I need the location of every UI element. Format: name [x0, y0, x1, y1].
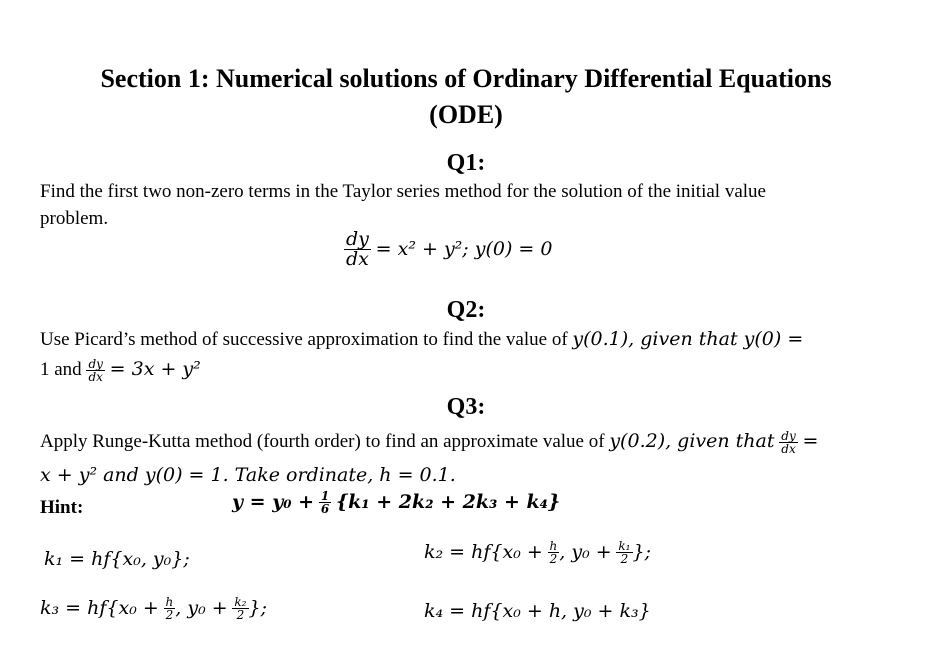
k2-fraction-h [548, 540, 560, 565]
hint-lhs: y = y₀ + [232, 491, 315, 514]
q2-heading: Q2: [446, 297, 486, 323]
hint-rhs: {k₁ + 2k₂ + 2k₃ + k₄} [335, 491, 561, 514]
formula-k2 [424, 538, 651, 566]
q1-text-line1: Find the first two non-zero terms in the Taylor series method for the solution of the initial value [40, 181, 766, 202]
formula-k3 [40, 594, 267, 622]
q3-line1-end: = [802, 430, 819, 452]
q2-frac-den: dx [88, 370, 103, 385]
q3-heading: Q3: [446, 394, 486, 420]
k4-text: k₄ = hf{x₀ + h, y₀ + k₃} [424, 600, 651, 622]
hint-label: Hint: [40, 497, 84, 518]
q2-line2-text: 1 and [40, 359, 87, 380]
q2-frac-num: dy [88, 357, 103, 372]
q1-frac-den: dx [346, 248, 369, 270]
k3-part-c: }; [248, 597, 267, 620]
q3-frac-num: dy [781, 429, 796, 444]
section-title-line1: Section 1: Numerical solutions of Ordinary Differential Equations [100, 64, 832, 93]
q3-line2 [40, 462, 456, 489]
k1-text: k₁ = hf{x₀, y₀}; [44, 548, 190, 570]
q1-eq-rhs: = x² + y²; y(0) = 0 [375, 238, 553, 260]
k2-f2-den: 2 [620, 552, 629, 567]
hint-fraction [319, 490, 331, 515]
k3-part-b: , y₀ + [175, 597, 228, 620]
q2-line1 [40, 326, 803, 353]
k3-part-a: k₃ = hf{x₀ + [40, 597, 159, 620]
q2-derivative-fraction [86, 358, 104, 383]
q2-line1-math: y(0.1), given that y(0) = [572, 328, 804, 350]
q2-line1-text: Use Picard’s method of successive approximation to find the value of [40, 329, 573, 350]
formula-k4 [424, 598, 651, 625]
q2-line2 [40, 356, 201, 383]
q3-line1-text: Apply Runge-Kutta method (fourth order) to find an approximate value of [40, 431, 610, 452]
k3-f1-den: 2 [165, 608, 174, 623]
q1-text-line2: problem. [40, 208, 109, 229]
q1-derivative-fraction [344, 230, 371, 269]
k2-part-b: , y₀ + [559, 541, 612, 564]
q3-line2-math: x + y² and y(0) = 1. Take ordinate, h = 0.1. [40, 464, 456, 486]
k3-f1-num: h [165, 595, 174, 610]
k3-fraction-h [164, 596, 176, 621]
q2-line2-math: = 3x + y² [109, 358, 201, 380]
section-title-line2: (ODE) [429, 100, 503, 129]
q1-frac-num: dy [346, 228, 369, 250]
q3-line1 [40, 428, 818, 455]
hint-frac-den: 6 [320, 502, 330, 517]
q1-heading: Q1: [446, 150, 486, 176]
q1-equation [344, 230, 552, 269]
q3-line1-math: y(0.2), given that [609, 430, 775, 452]
q3-derivative-fraction [779, 430, 797, 455]
k2-f2-num: k₁ [618, 539, 631, 554]
q3-frac-den: dx [781, 442, 796, 457]
k3-f2-den: 2 [236, 608, 245, 623]
k3-fraction-k [232, 596, 248, 621]
k3-f2-num: k₂ [234, 595, 247, 610]
k2-part-c: }; [632, 541, 651, 564]
k2-f1-den: 2 [549, 552, 558, 567]
k2-fraction-k [616, 540, 632, 565]
hint-formula [232, 488, 560, 516]
hint-frac-num: 1 [320, 489, 330, 504]
formula-k1 [44, 546, 190, 573]
k2-f1-num: h [549, 539, 558, 554]
k2-part-a: k₂ = hf{x₀ + [424, 541, 543, 564]
